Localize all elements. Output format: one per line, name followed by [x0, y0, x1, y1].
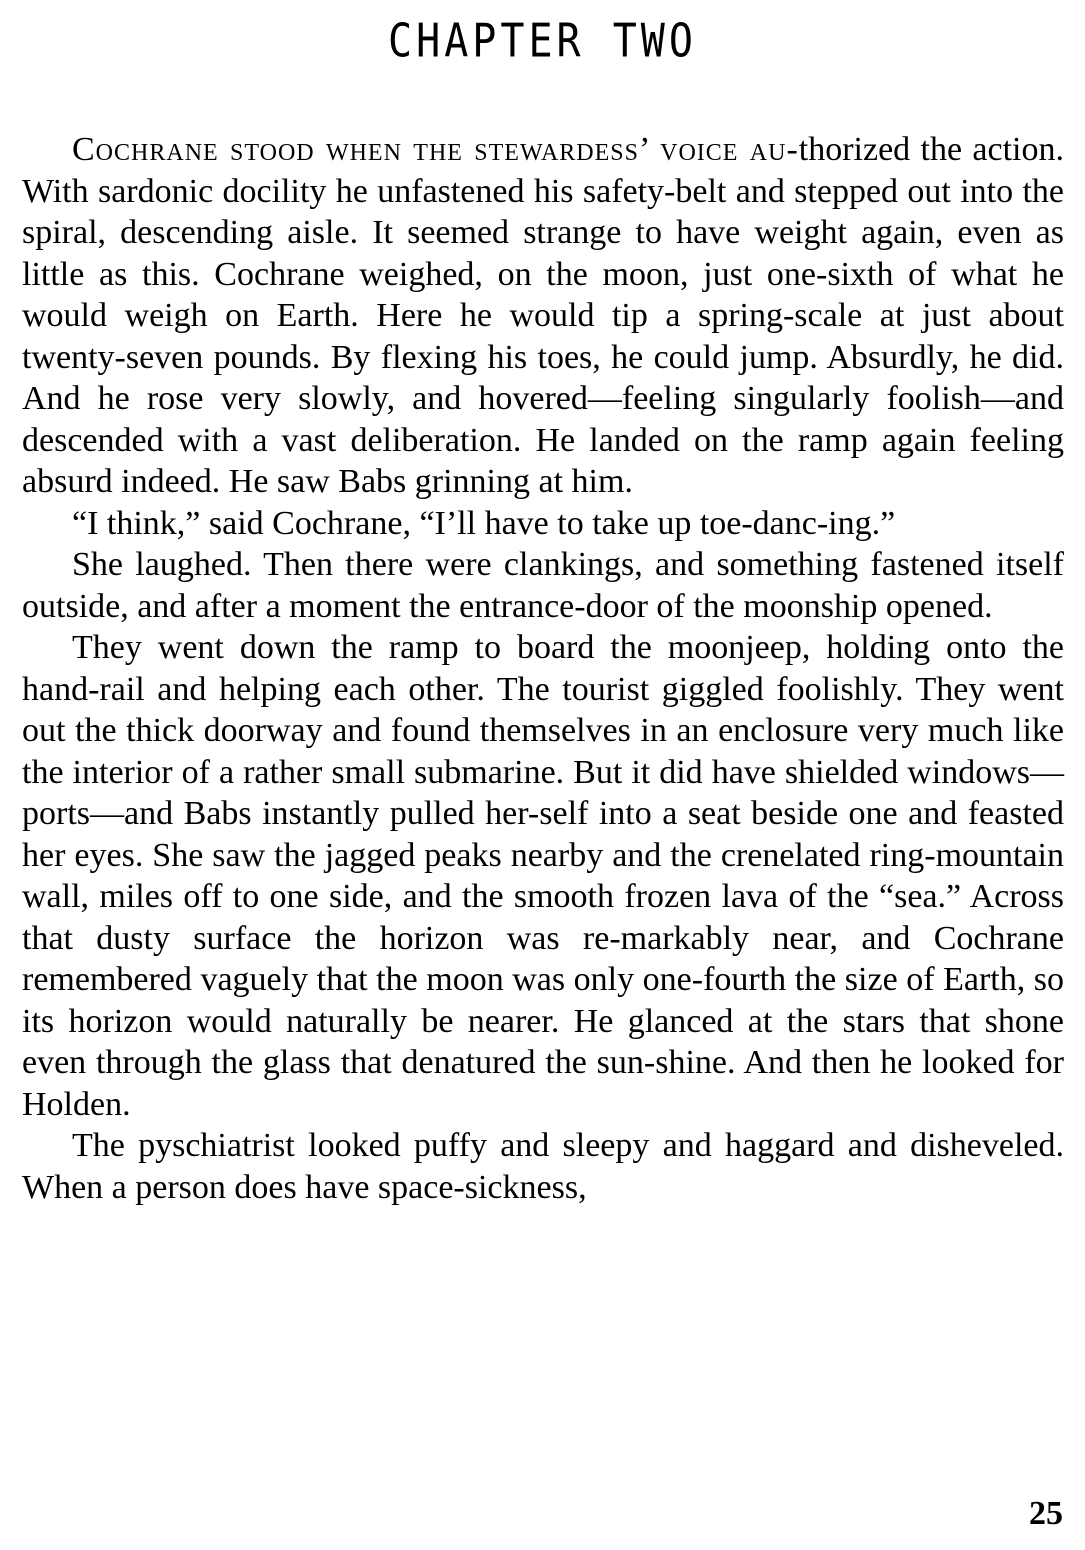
paragraph-1-text: thorized the action. With sardonic docility he unfastened his safety-belt and stepped out into the spiral, descending aisle. It seemed strange to have weight again, even as little as this. Cochrane weighed, on the moon, just one-sixth of what he would weigh on Earth. Here he would tip a spring-scale at just about twenty-seven pounds. By flexing his toes, he could jump. Absurdly, he did. And he rose very slowly, and hovered—feeling singularly foolish—and descended with a vast deliberation. He landed on the ramp again feeling absurd indeed. He saw Babs grinning at him. [22, 131, 1064, 500]
paragraph-1 [22, 129, 1064, 503]
chapter-body [22, 129, 1064, 1208]
paragraph-2: “I think,” said Cochrane, “I’ll have to take up toe-danc-ing.” [72, 504, 896, 542]
chapter-title: CHAPTER TWO [388, 15, 697, 69]
paragraph-5: The pyschiatrist looked puffy and sleepy and haggard and disheveled. When a person does have space-sickness, [22, 1127, 1064, 1206]
paragraph-4: They went down the ramp to board the moonjeep, holding onto the hand-rail and helping each other. The tourist giggled foolishly. They went out the thick doorway and found themselves in an enclosure very much like the interior of a rather small submarine. But it did have shielded windows—ports—and Babs instantly pulled her-self into a seat beside one and feasted her eyes. She saw the jagged peaks nearby and the crenelated ring-mountain wall, miles off to one side, and the smooth frozen lava of the “sea.” Across that dusty surface the horizon was re-markably near, and Cochrane remembered vaguely that the moon was only one-fourth the size of Earth, so its horizon would naturally be nearer. He glanced at the stars that shone even through the glass that denatured the sun-shine. And then he looked for Holden. [22, 629, 1064, 1123]
page-number: 25 [1029, 1495, 1063, 1532]
paragraph-3: She laughed. Then there were clankings, and something fastened itself outside, and after a moment the entrance-door of the moonship opened. [22, 546, 1064, 625]
opening-small-caps: Cochrane stood when the stewardess’ voice au- [72, 131, 799, 168]
